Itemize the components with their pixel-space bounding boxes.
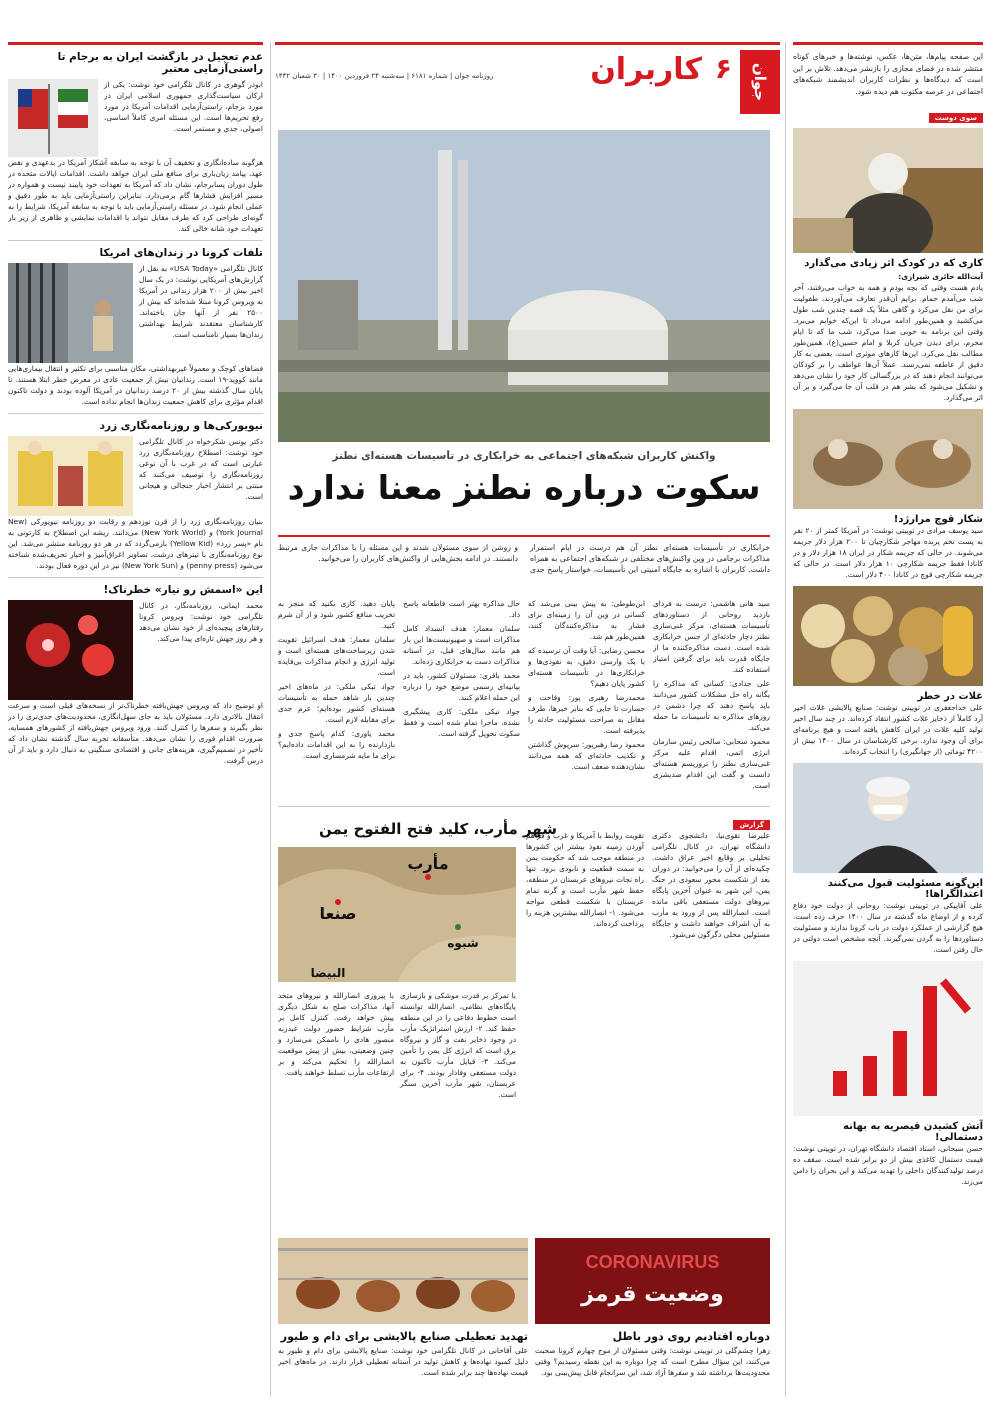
report-tag: گزارش [733,820,770,830]
lead-paragraph: محسن رضایی: آیا وقت آن نرسیده که با یک وارسی دقیق، به نفوذی‌ها و خرابکاری‌ها در تأسیسات هسته‌ای کشور پایان دهیم؟ [528,646,645,688]
masthead [275,42,780,122]
lead-column [653,598,770,803]
red-rule [793,42,983,45]
virus-illustration [8,600,133,700]
map-label: صنعا [319,904,357,923]
page-number: ۶ [714,52,732,85]
story-title: این «اسمش رو نیار» خطرناک! [103,584,263,596]
lead-paragraph: محمود سحابی: صالحی رئیس سازمان انرژی اتمی، اقدام علیه مرکز غنی‌سازی نطنز را تروریسم هسته‌ای دانست و گفت این اقدام ضدبشری است. [653,737,770,790]
marib-story [278,812,770,1232]
official-photo [793,763,983,873]
story-body-continued: بنیان روزنامه‌نگاری زرد را از قرن نوزدهم و رقابت دو روزنامه نیویورکی (New York Journal) و (New York World) می‌دانند. ریشه این اصطلاح به کارتونی به نام «پسر زرد» (Yellow Kid) بازمی‌گردد که در هر دو روزنامه منتشر می‌شد. این نوع روزنامه‌نگاری با تیترهای درشت، تصاویر اغراق‌آمیز و اخبار تحریف‌شده شناخته می‌شود (penny press) و (New York Sun) نیز در این دوره فعال بودند. [8,517,263,570]
lead-paragraph: حال مذاکره بهتر است قاطعانه پاسخ داد. [403,599,520,619]
poultry-photo [278,1238,528,1324]
banner-en: CORONAVIRUS [585,1252,720,1272]
story-title: شکار قوچ مرارژد! [893,514,983,525]
lead-paragraph: سید هانی هاشمی: درست به فردای بازدید روحانی از دستاوردهای تأسیسات هسته‌ای، مرکز غنی‌سازی نطنز دچار حادثه‌ای از جنس خرابکاری شده است. دست مذاکره‌کننده ما از جایگاه قدرت باید برای گرفتن امتیاز استفاده کند. [653,599,770,674]
marib-col-3: با تمرکز بر قدرت موشکی و بازسازی پایگاه‌های نظامی، انصارالله توانسته است خطوط دفاعی را در این منطقه حفظ کند. ۲- ارزش استراتژیک مأرب در وجود ذخایر نفت و گاز و نیروگاه برق است که انرژی کل یمن را تأمین می‌کند. ۳- قبایل مأرب تاکنون به دولت مستعفی وفادار بودند. ۴- برای عربستان، شهر مأرب آخرین سنگر است. [400,991,516,1099]
story-title: نیویورکی‌ها و روزنامه‌نگاری زرد [99,420,263,432]
story-body: زهرا چشم‌گلی در توییتی نوشت: وقتی مسئولان از موج چهارم کرونا صحبت می‌کنند، این سؤال مطرح است که چرا دوباره به این نقطه رسیدیم؟ وقتی محدودیت‌ها برداشته شد و سفرها آزاد شد، این سرانجام قابل پیش‌بینی بود. [535,1346,770,1377]
column-divider [270,42,271,1397]
divider [8,240,263,241]
divider [8,413,263,414]
story-title: کاری که در کودک اثر زیادی می‌گذارد [804,258,983,269]
marib-col-2: تقویت روابط با آمریکا و غرب و فراهم آوردن زمینه نفوذ بیشتر این کشورها در منطقه موجب شد که حکومت یمن به سمت قطعیت و نابودی برود. تنها راه نجات نیروهای عربستان در منطقه، حفظ شهر مأرب است و گرنه تمام عربستان با شکست قطعی مواجه می‌شود. ۱- انصارالله بیشترین هزینه را پرداخت کرده‌اند. [526,831,644,928]
banner-fa: وضعیت قرمز [581,1282,724,1307]
divider [278,806,770,807]
lead-paragraph: محمد یاوری: کدام پاسخ جدی و بازدارنده را به این اقدامات داده‌ایم؟ برای ما مایه شرمساری است. [278,729,395,760]
lead-paragraph: سلمان معمار: هدف اسرائیل تقویت شدن زیرساخت‌های هسته‌ای است و تولید انرژی و انجام مذاکرات بی‌فایده است. [278,635,395,677]
cleric-photo [793,128,983,253]
story-body: علی خداجعفری در توییتی نوشت: صنایع پالایشی غلات اخیر آرد کاملاً از ذخایر غلات کشور انتقاد کرده‌اند. در چند سال اخیر تولید کلیه غلات در ایران کاهش یافته است و هیچ برنامه‌ای برای آن وجود ندارد. برخی کارشناسان در سال ۱۴۰۰ بیش از ۴۲۰۰ توماتی (از جهانگیری) را انتخاب کرده‌اند. [793,703,983,756]
lead-column [528,598,645,803]
marib-map [278,847,516,982]
lead-intro-text: خرابکاری در تأسیسات هسته‌ای نطنز آن هم درست در ایام استمرار مذاکرات برجامی در وین واکنش‌های مختلفی در شبکه‌های اجتماعی به همراه داشت. کاربران با اشاره به جایگاه امنیتی این تأسیسات، خواستار پاسخ جدی و روشن از سوی مسئولان شدند و این مسئله را با مذاکرات جاری مرتبط دانستند. در ادامه بخش‌هایی از واکنش‌های کاربران را می‌خوانید. [278,543,770,574]
lead-body [278,598,770,803]
map-label: شبوه [447,936,479,950]
hunting-photo [793,409,983,509]
intro-text: این صفحه پیام‌ها، متن‌ها، عکس، نوشته‌ها و خبرهای کوتاه منتشر شده در فضای مجازی را بازنشر می‌دهد. تلاش بر این است که دیدگاه‌ها و نظرات کاربران اندیشمند شبکه‌های اجتماعی در عرصه مکتوب هم دیده شود. [793,52,983,96]
left-column [8,42,263,1402]
lead-column [278,598,395,803]
red-rule [275,42,780,45]
story-title: تلفات کرونا در زندان‌های امریکا [99,247,263,259]
story-title: آتش کشیدن قیصریه به بهانه دستمالی! [843,1121,983,1143]
story-body: یادم هست وقتی که بچه بودم و همه به خواب می‌رفتند، آخر شب می‌آمدم حمام. برایم آن‌قدر تعارف می‌آوردند، طفولیت برای من نقل می‌کرد و گاهی مثلاً یک قصه چندین شب طول می‌کشید و همین‌طور ادامه می‌داد تا این‌که خوابم می‌برد. وقتی این برنامه به خوبی صدا می‌کرد، شب ما که تا ایام محرم، برای دیدن جریان کربلا و امام حسین(ع)، همین‌طور مطالب نقل می‌کرد. این‌ها کارهای موثری است. بعضی به کار دقیق از عاطفه نمی‌رسند. عملاً آن‌ها عواطف را بر کودکان می‌توانند انجام دهند که در بزرگسالی کار خود را نشان می‌دهد و تشکیل می‌شود که بشر هم در قلب آن جا می‌گیرد و بر آن اثر می‌گذارد. [793,283,983,402]
corona-banner [535,1238,770,1324]
column-divider [785,42,786,1397]
marib-title: شهر مأرب، کلید فتح الفتوح یمن [319,820,557,838]
story-body: علی آقاپیکی در توییتی نوشت: روحانی از دولت خود دفاع کرده و از اوضاع ماه گذشته در سال ۱۴۰۰ حرف زده است. هیچ گزارشی از عملکرد دولت در باب کرونا ندارند و مسئولیت دستاوردها را به گردن نمی‌گیرند. آنچه مشخص است دولتی در حال رفتن است. [793,901,983,954]
lead-paragraph: محمدرضا رهبری پور: وقاحت و جسارت تا جایی که بنابر خبرها، طرف مقابل به صراحت مسئولیت حادثه را پذیرفته است. [528,693,645,735]
lead-kicker: واکنش کاربران شبکه‌های اجتماعی به خرابکاری در تأسیسات هسته‌ای نطنز [332,450,716,462]
marib-col-1: علیرضا تقوی‌نیا، دانشجوی دکتری دانشگاه تهران، در کانال تلگرامی تحلیلی بر وقایع اخیر عراق داشت. چکیده‌ای از آن را می‌خوانید: در دوران بعد از شکست محور سعودی در جنگ یمن، این شهر به عنوان آخرین پایگاه نیروهای دولت مستعفی باقی مانده است. انصارالله پس از ورود به مأرب به آن اشراف خواهند داشت و جایگاه مسئولین محلی دگرگون می‌شود. [652,831,770,939]
lead-paragraph: محمود رضا رهبرپور: سرپوش گذاشتن و تکذیب حادثه‌ای که همه می‌دانند نشان‌دهنده ضعف است. [528,740,645,771]
map-label: مأرب [407,854,449,873]
lead-paragraph: پایان دهید. کاری نکنید که منجر به تخریب منافع کشور شود و از آن شرم کنید. [278,599,395,630]
bottom-right-story [535,1330,770,1402]
story-body: سید یوسف مرادی در توییتی نوشت: در آمریکا کمتر از ۲۰ نفر به پست تخم پرنده مهاجر شکارچیان تا ۲۰۰ هزار دلار جریمه می‌شوند. در حالی که جریمه شکار در ایران ۱۸ هزار دلار و در کانادا فقط جریمه شکارچی ۱۰ هزار دلار است. در حالی که جریمه شکارچی قوچ در کانادا ۴۰۰ دلار است. [793,526,983,579]
bottom-left-story [278,1330,528,1402]
story-body-continued: هرگونه ساده‌انگاری و تخفیف آن با توجه به سابقه آشکار آمریکا در بدعهدی و نقض عهد، پیامد زیان‌باری برای منافع ملی ایران خواهد داشت. اقدامات ایالات متحده در طول دوران پسابرجام، نشان داد که آمریکا به تعهدات خود پایبند نیست و همواره در مسیر افزایش فشارها گام برمی‌دارد. بنابراین راستی‌آزمایی باید به طور دقیق و عملی انجام شود. در مسئله راستی‌آزمایی باید با توجه به سابقه آمریکا، شرایط را به گونه‌ای طراحی کرد که طرف مقابل نتواند با اقدامات نمایشی و ظاهری از زیر بار تعهدات خود شانه خالی کند. [8,158,263,233]
story-title: دوباره افتادیم روی دور باطل [612,1330,770,1343]
story-body: ابوذر گوهری در کانال تلگرامی خود نوشت: یکی از ارکان سیاست‌گذاری جمهوری اسلامی ایران در مورد برجام، راستی‌آزمایی اقدامات آمریکا در مورد رفع تحریم‌ها است. این مسئله امری کاملاً اساسی، اصولی، جدی و مستمر است. [104,80,263,133]
story-body: علی آقاخانی در کانال تلگرامی خود نوشت: صنایع پالایشی برای دام و طیور به دلیل کمبود نهاده‌ها و کاهش تولید در آستانه تعطیلی قرار دارند. در ماه‌های اخیر قیمت نهاده‌ها چند برابر شده است. [278,1346,528,1377]
lead-intro [278,542,770,592]
map-label: البیضا [310,966,346,980]
paper-logo: جوان [740,50,780,114]
story-title: این‌گونه مسئولیت قبول می‌کنند اعتدالگراها! [827,878,983,900]
story-body: محمد ایمانی، روزنامه‌نگار، در کانال تلگرامی خود نوشت: ویروس کرونا رفتارهای پیچیده‌ای از خود نشان می‌دهد و هر روز جهش تازه‌ای پیدا می‌کند. [139,601,263,643]
lead-paragraph: جواد تیکی ملکی: کاری پیشگیری نشده، ماجرا تمام شده است و فقط سکوت تحویل گرفته است. [403,707,520,738]
lead-headline: سکوت درباره نطنز معنا ندارد [287,468,761,507]
lead-photo [278,130,770,442]
flags-photo [8,79,98,157]
prison-photo [8,263,133,363]
story-title: غلات در خطر [917,691,983,702]
story-body: حسن سبحانی، استاد اقتصاد دانشگاه تهران، در توییتی نوشت: قیمت دستمال کاغذی بیش از دو برابر شده است. سقف ده درصد تولیدکنندگان داخلی را تهدید می‌کند و این بحران را دامن می‌زند. [793,1144,983,1186]
price-chart-illustration [793,961,983,1116]
lead-paragraph: علی حدادی: کسانی که مذاکره را یگانه راه حل مشکلات کشور می‌دانند باید پاسخ دهند که چرا دشمن در روزهای مذاکره به تأسیسات ما حمله می‌کند. [653,679,770,732]
lead-paragraph: سلمان معمار: هدف انسداد کامل مذاکرات است و صهیونیست‌ها این بار هم مانند سال‌های قبل، در آستانه مذاکرات دست به خرابکاری زده‌اند. [403,624,520,666]
story-author: آیت‌الله حائری شیرازی: [898,272,983,281]
marib-col-4: با پیروزی انصارالله و نیروهای متحد آنها، مذاکرات صلح به شکل دیگری پیش خواهد رفت. کنترل کامل بر مأرب شرایط حضور دولت عبدربه منصور هادی را ناممکن می‌سازد و چنین وضعیتی، بیش از پیش موقعیت انصارالله را تحکیم می‌کند و بر ارتفاعات مأرب تسلط خواهند یافت. [278,991,394,1077]
section-tag: سوی دوست [929,113,983,123]
right-column [793,42,983,1402]
lead-paragraph: ابن‌طوطی: به پیش بینی می‌شد که کسانی در وین آن را زمینه‌ای برای فشار به مذاکره‌کنندگان کنند، همین‌طور هم شد. [528,599,645,641]
issue-line: روزنامه جوان | شماره ۶۱۸۱ | سه‌شنبه ۲۴ فروردین ۱۴۰۰ | ۳۰ شعبان ۱۴۴۲ [275,72,494,80]
story-title: عدم تعجیل در بازگشت ایران به برجام تا راستی‌آزمایی معتبر [57,51,263,75]
grains-photo [793,586,983,686]
story-body: دکتر یونس شکرخواه در کانال تلگرامی خود نوشت: اصطلاح روزنامه‌نگاری زرد عبارتی است که در غرب با آن نوعی روزنامه‌نگاری را توصیف می‌کنند که مبتنی بر انتشار اخبار جنجالی و هیجانی است. [139,437,263,501]
lead-paragraph: جواد تیکی ملکی: در ماه‌های اخیر چندین بار شاهد حمله به تأسیسات هسته‌ای کشور بوده‌ایم؛ عزم جدی برای مقابله لازم است. [278,682,395,724]
lead-column [403,598,520,803]
story-body-continued: فضاهای کوچک و معمولاً غیربهداشتی، مکان مناسبی برای تکثیر و انتقال بیماری‌هایی مانند کووید-۱۹ است. زندانیان بیش از جمعیت عادی در معرض خطر ابتلا هستند. تا پایان سال گذشته بیش از ۲۰ درصد زندانیان در آمریکا آلوده بودند و دولت تاکنون اقدام مؤثری برای کاهش جمعیت زندان‌ها انجام نداده است. [8,364,263,406]
story-body-continued: او توضیح داد که ویروس جهش‌یافته خطرناک‌تر از نسخه‌های قبلی است و سرعت انتقال بالاتری دارد. مسئولان باید به جای سهل‌انگاری، محدودیت‌های جدی‌تری را در نظر بگیرند و سفرها را کنترل کنند. ورود ویروس جهش‌یافته از کشورهای همسایه، ضرورت اقدام فوری را نشان می‌دهد. متأسفانه تجربه سال گذشته نشان داد که تأخیر در تصمیم‌گیری، هزینه‌های جانی و اقتصادی سنگینی به دنبال دارد و باید از آن درس گرفت. [8,701,263,765]
red-rule [278,535,770,537]
section-title: کاربران [590,52,702,87]
story-title: تهدید تعطیلی صنایع پالایشی برای دام و طیور [280,1330,528,1343]
lead-headline-block [278,450,770,540]
divider [8,577,263,578]
story-body: کانال تلگرامی «USA Today» به نقل از گزارش‌های آمریکایی نوشت: در یک سال اخیر بیش از ۲۰۰ هزار زندانی در آمریکا به ویروس کرونا مبتلا شده‌اند که بیش از ۲۵۰۰ نفر از آنها جان باخته‌اند. کارشناسان معتقدند شرایط بهداشتی زندان‌ها بسیار نامناسب است. [139,264,263,339]
red-rule [8,42,263,45]
yellow-kid-cartoon [8,436,133,516]
lead-paragraph: محمد باقری: مسئولان کشور، باید در بیانیه‌ای رسمی موضع خود را درباره این حمله اعلام کنند. [403,671,520,702]
